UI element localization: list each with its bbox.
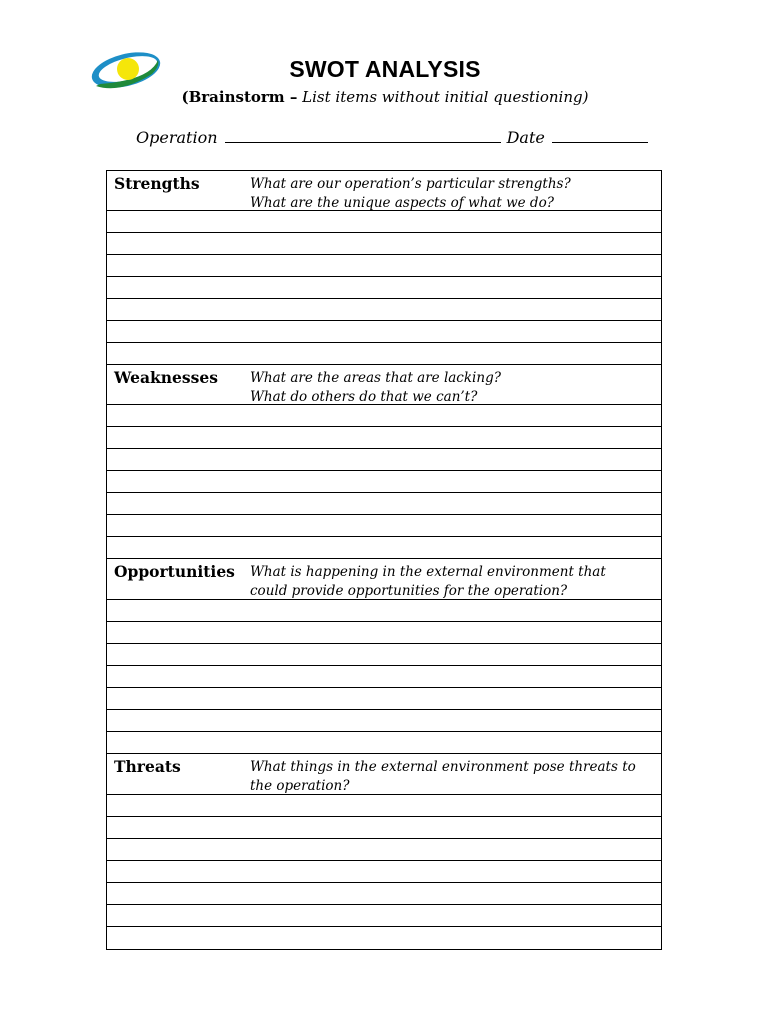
strengths-entry-row[interactable] — [107, 255, 661, 277]
opportunities-entry-row[interactable] — [107, 666, 661, 688]
page-subtitle — [0, 88, 770, 106]
threats-question — [250, 758, 660, 796]
weaknesses-question-line-2: What do others do that we can’t? — [250, 389, 478, 405]
weaknesses-entry-row[interactable] — [107, 405, 661, 427]
threats-entry-row[interactable] — [107, 817, 661, 839]
strengths-question — [250, 175, 660, 213]
opportunities-question-line-1: What is happening in the external environment that — [250, 564, 606, 580]
opportunities-question-line-2: could provide opportunities for the operation? — [250, 583, 568, 599]
threats-entry-row[interactable] — [107, 861, 661, 883]
strengths-question-line-2: What are the unique aspects of what we do? — [250, 195, 554, 211]
weaknesses-entry-row[interactable] — [107, 537, 661, 559]
strengths-entry-row[interactable] — [107, 277, 661, 299]
weaknesses-question-line-1: What are the areas that are lacking? — [250, 370, 501, 386]
threats-header-row — [107, 754, 661, 795]
opportunities-entry-row[interactable] — [107, 710, 661, 732]
strengths-label: Strengths — [114, 174, 200, 193]
weaknesses-entry-row[interactable] — [107, 449, 661, 471]
weaknesses-label: Weaknesses — [114, 368, 218, 387]
date-label: Date — [506, 128, 550, 147]
opportunities-question — [250, 563, 660, 601]
swot-table — [106, 170, 662, 950]
subtitle-instruction: List items without initial questioning) — [297, 88, 589, 106]
threats-question-line-1: What things in the external environment pose threats to — [250, 759, 636, 775]
opportunities-entry-row[interactable] — [107, 688, 661, 710]
threats-question-line-2: the operation? — [250, 778, 350, 794]
operation-label: Operation — [136, 128, 223, 147]
weaknesses-question — [250, 369, 660, 407]
strengths-entry-row[interactable] — [107, 233, 661, 255]
subtitle-prefix: (Brainstorm – — [181, 88, 298, 106]
weaknesses-entry-row[interactable] — [107, 427, 661, 449]
strengths-entry-row[interactable] — [107, 343, 661, 365]
weaknesses-entry-row[interactable] — [107, 493, 661, 515]
threats-entry-row[interactable] — [107, 927, 661, 949]
weaknesses-entry-row[interactable] — [107, 471, 661, 493]
strengths-entry-row[interactable] — [107, 211, 661, 233]
threats-entry-row[interactable] — [107, 839, 661, 861]
opportunities-entry-row[interactable] — [107, 732, 661, 754]
threats-label: Threats — [114, 757, 181, 776]
strengths-entry-row[interactable] — [107, 299, 661, 321]
strengths-header-row — [107, 171, 661, 211]
opportunities-entry-row[interactable] — [107, 600, 661, 622]
weaknesses-header-row — [107, 365, 661, 405]
weaknesses-entry-row[interactable] — [107, 515, 661, 537]
threats-entry-row[interactable] — [107, 905, 661, 927]
page-title: SWOT ANALYSIS — [289, 56, 481, 82]
opportunities-header-row — [107, 559, 661, 600]
opportunities-label: Opportunities — [114, 562, 235, 581]
opportunities-entry-row[interactable] — [107, 622, 661, 644]
date-field[interactable] — [552, 129, 648, 143]
strengths-question-line-1: What are our operation’s particular strengths? — [250, 176, 571, 192]
threats-entry-row[interactable] — [107, 883, 661, 905]
threats-entry-row[interactable] — [107, 795, 661, 817]
operation-field[interactable] — [225, 129, 501, 143]
opportunities-entry-row[interactable] — [107, 644, 661, 666]
strengths-entry-row[interactable] — [107, 321, 661, 343]
operation-date-line — [136, 128, 648, 147]
